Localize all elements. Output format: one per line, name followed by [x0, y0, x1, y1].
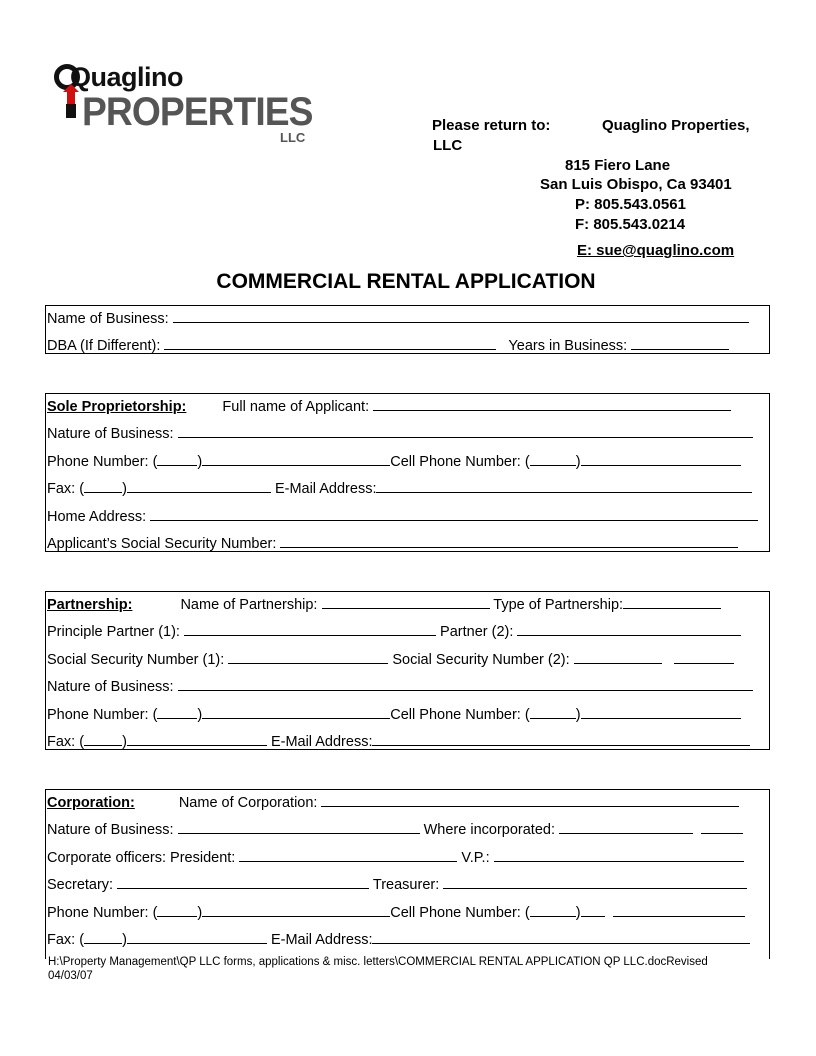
secretary-label: Secretary:: [47, 877, 114, 893]
corporation-fax-area-field[interactable]: [84, 929, 122, 944]
treasurer-label: Treasurer:: [372, 877, 440, 893]
partnership-fax-row: [47, 731, 750, 750]
partner2-field[interactable]: [517, 621, 741, 636]
corporation-fax-field[interactable]: [127, 929, 267, 944]
sole-proprietorship-section: [45, 393, 770, 552]
sole-nature-row: [47, 423, 753, 442]
partner1-label: Principle Partner (1):: [47, 624, 180, 640]
corporation-heading-row: [47, 792, 739, 811]
partnership-cell-field[interactable]: [581, 704, 741, 719]
partnership-section: [45, 591, 770, 750]
sole-phone-row: [47, 451, 741, 470]
partnership-name-field[interactable]: [322, 594, 490, 609]
corporation-cell-paren: ): [575, 905, 581, 921]
company-street: 815 Fiero Lane: [565, 157, 671, 174]
company-email-link[interactable]: E: sue@quaglino.com: [577, 242, 735, 259]
secretary-row: [47, 874, 747, 893]
sole-cell-label: Cell Phone Number: (: [390, 454, 530, 470]
corporation-cell-area-field[interactable]: [530, 902, 576, 917]
corporation-heading: Corporation:: [47, 795, 135, 811]
years-label: Years in Business:: [508, 338, 628, 354]
corporation-email-label: E-Mail Address:: [270, 932, 373, 948]
partnership-ssn-row: [47, 649, 734, 668]
dba-field[interactable]: [164, 335, 496, 350]
corporation-name-field[interactable]: [321, 792, 739, 807]
partnership-fax-field[interactable]: [127, 731, 267, 746]
return-label: Please return to:: [432, 117, 551, 134]
corporation-phone-area-field[interactable]: [157, 902, 197, 917]
partnership-name-label: Name of Partnership:: [180, 597, 318, 613]
vp-label: V.P.:: [461, 850, 490, 866]
logo-llc: LLC: [280, 130, 306, 145]
sole-ssn-label: Applicant’s Social Security Number:: [47, 536, 277, 552]
sole-full-name-field[interactable]: [373, 396, 731, 411]
footer-file-path: [48, 955, 748, 983]
company-phone: P: 805.543.0561: [575, 196, 686, 213]
partner-row: [47, 621, 741, 640]
sole-cell-field[interactable]: [581, 451, 741, 466]
partner2-label: Partner (2):: [440, 624, 514, 640]
business-name-field[interactable]: [173, 308, 749, 323]
logo-name: Quaglino: [70, 62, 183, 92]
president-field[interactable]: [239, 847, 457, 862]
sole-nature-field[interactable]: [178, 423, 753, 438]
sole-heading-row: [47, 396, 731, 415]
partnership-cell-area-field[interactable]: [530, 704, 576, 719]
partnership-nature-label: Nature of Business:: [47, 679, 174, 695]
partnership-cell-label: Cell Phone Number: (: [390, 707, 530, 723]
sole-home-row: [47, 506, 758, 525]
business-name-label: Name of Business:: [47, 311, 169, 327]
corporation-email-field[interactable]: [372, 929, 750, 944]
sole-nature-label: Nature of Business:: [47, 426, 174, 442]
company-logo: [52, 60, 322, 148]
partnership-phone-label: Phone Number: (: [47, 707, 158, 723]
sole-fax-area-field[interactable]: [84, 478, 122, 493]
sole-fax-field[interactable]: [127, 478, 271, 493]
corporation-nature-label: Nature of Business:: [47, 822, 174, 838]
sole-fax-label: Fax: (: [47, 481, 85, 497]
sole-ssn-row: [47, 533, 738, 552]
partnership-phone-row: [47, 704, 741, 723]
partnership-phone-area-field[interactable]: [157, 704, 197, 719]
logo-properties: PROPERTIES: [82, 90, 313, 134]
years-field[interactable]: [631, 335, 729, 350]
partnership-fax-label: Fax: (: [47, 734, 85, 750]
partnership-nature-field[interactable]: [178, 676, 753, 691]
sole-phone-area-field[interactable]: [157, 451, 197, 466]
footer-path-line1: H:\Property Management\QP LLC forms, applications & misc. letters\COMMERCIAL RENTAL APPLICATION QP LLC.docRevised: [48, 956, 708, 968]
partnership-email-label: E-Mail Address:: [270, 734, 373, 750]
sole-cell-paren: ): [575, 454, 581, 470]
business-section: [45, 305, 770, 354]
partnership-fax-paren: ): [122, 734, 127, 750]
sole-phone-field[interactable]: [202, 451, 390, 466]
corporation-phone-label: Phone Number: (: [47, 905, 158, 921]
corporation-cell-field[interactable]: [581, 902, 605, 917]
vp-field[interactable]: [494, 847, 744, 862]
secretary-field[interactable]: [117, 874, 369, 889]
sole-ssn-field[interactable]: [280, 533, 738, 548]
partnership-phone-paren: ): [197, 707, 203, 723]
corporation-nature-field[interactable]: [178, 819, 420, 834]
incorporated-label: Where incorporated:: [423, 822, 555, 838]
officers-president-label: Corporate officers: President:: [47, 850, 236, 866]
partner1-field[interactable]: [184, 621, 436, 636]
corporation-name-label: Name of Corporation:: [178, 795, 318, 811]
logo-q-tail: [66, 104, 76, 118]
ssn2-field[interactable]: [574, 649, 662, 664]
corporation-fax-label: Fax: (: [47, 932, 85, 948]
logo-house-icon: [67, 92, 75, 104]
dba-label: DBA (If Different):: [47, 338, 161, 354]
corporation-nature-row: [47, 819, 743, 838]
sole-home-label: Home Address:: [47, 509, 147, 525]
sole-email-field[interactable]: [376, 478, 752, 493]
partnership-nature-row: [47, 676, 753, 695]
page-title: COMMERCIAL RENTAL APPLICATION: [216, 270, 596, 293]
company-name: Quaglino Properties,: [602, 117, 750, 134]
ssn1-field[interactable]: [228, 649, 388, 664]
ssn2-field-extra[interactable]: [674, 649, 734, 664]
partnership-heading-row: [47, 594, 721, 613]
sole-phone-label: Phone Number: (: [47, 454, 158, 470]
corporation-fax-row: [47, 929, 750, 948]
corporation-phone-field[interactable]: [202, 902, 390, 917]
dba-row: [47, 335, 729, 354]
partnership-type-label: Type of Partnership:: [493, 597, 624, 613]
corporation-section: [45, 789, 770, 959]
corporation-phone-row: [47, 902, 745, 921]
partnership-email-field[interactable]: [372, 731, 750, 746]
sole-cell-area-field[interactable]: [530, 451, 576, 466]
sole-home-field[interactable]: [150, 506, 758, 521]
partnership-heading: Partnership:: [47, 597, 133, 613]
partnership-phone-field[interactable]: [202, 704, 390, 719]
ssn2-label: Social Security Number (2):: [392, 652, 570, 668]
sole-heading: Sole Proprietorship:: [47, 399, 187, 415]
sole-email-label: E-Mail Address:: [274, 481, 377, 497]
partnership-fax-area-field[interactable]: [84, 731, 122, 746]
company-fax: F: 805.543.0214: [575, 216, 686, 233]
ssn1-label: Social Security Number (1):: [47, 652, 225, 668]
partnership-type-field[interactable]: [623, 594, 721, 609]
sole-fax-paren: ): [122, 481, 127, 497]
company-name-llc: LLC: [433, 137, 463, 154]
corporation-phone-paren: ): [197, 905, 203, 921]
treasurer-field[interactable]: [443, 874, 747, 889]
corporation-fax-paren: ): [122, 932, 127, 948]
incorporated-field[interactable]: [559, 819, 693, 834]
sole-full-name-label: Full name of Applicant:: [222, 399, 370, 415]
corporation-cell-field-extra[interactable]: [613, 902, 745, 917]
officers-row: [47, 847, 744, 866]
sole-phone-paren: ): [197, 454, 203, 470]
partnership-cell-paren: ): [575, 707, 581, 723]
corporation-cell-label: Cell Phone Number: (: [390, 905, 530, 921]
business-name-row: [47, 308, 749, 327]
sole-fax-row: [47, 478, 752, 497]
footer-path-line2: 04/03/07: [48, 970, 93, 982]
company-city: San Luis Obispo, Ca 93401: [540, 176, 732, 193]
incorporated-field-extra[interactable]: [701, 819, 743, 834]
